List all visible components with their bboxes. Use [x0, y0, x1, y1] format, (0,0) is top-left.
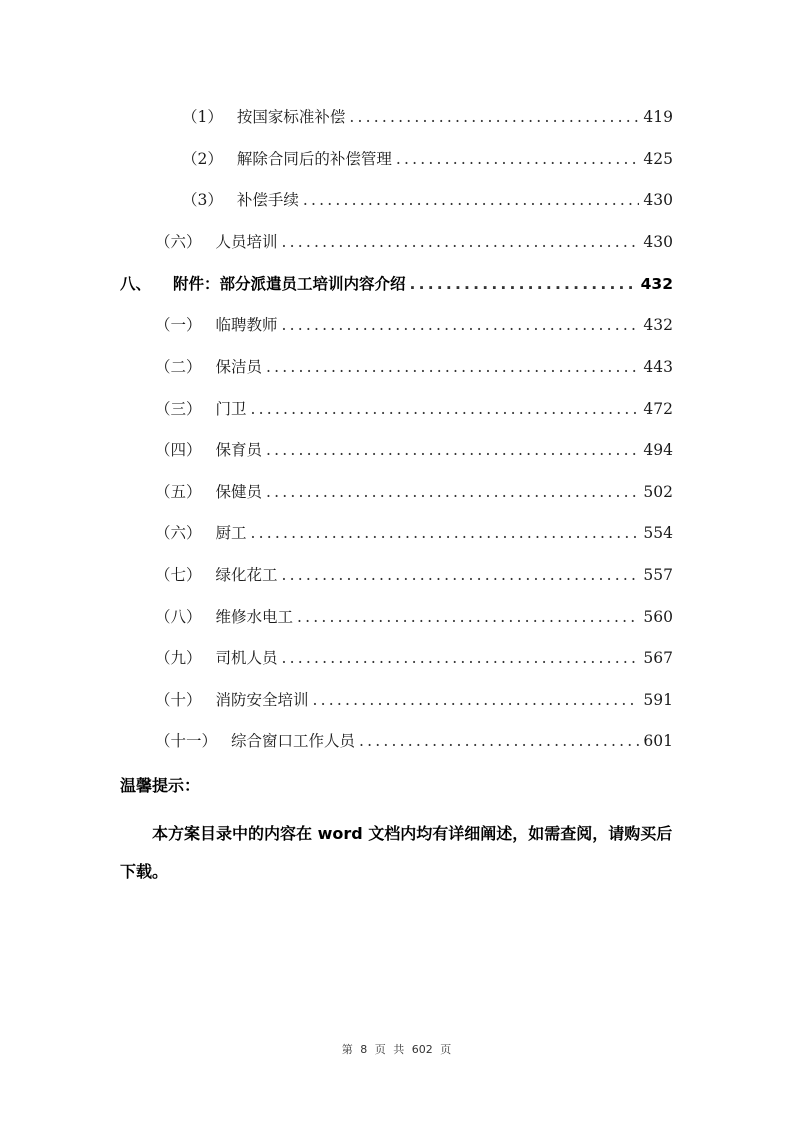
toc-entry-number: （三） [155, 400, 202, 418]
toc-entry-title: 维修水电工 [215, 608, 294, 626]
dot-leader [266, 481, 639, 503]
tip-body: 本方案目录中的内容在 word 文档内均有详细阐述，如需查阅，请购买后下载。 [120, 824, 673, 881]
toc-entry-page: 591 [643, 691, 673, 709]
toc-entry-title: 人员培训 [215, 233, 278, 251]
toc-entry[interactable] [155, 647, 673, 669]
dot-leader [313, 689, 640, 711]
toc-entry-number: （九） [155, 649, 202, 667]
toc-entry-page: 432 [643, 316, 673, 334]
toc-entry-page: 560 [643, 608, 673, 626]
toc-entry[interactable] [155, 481, 673, 503]
toc-entry-title: 解除合同后的补偿管理 [236, 150, 392, 168]
toc-entry-title: 消防安全培训 [215, 691, 309, 709]
toc-entry[interactable] [155, 398, 673, 420]
toc-entry-title: 门卫 [215, 400, 247, 418]
dot-leader [303, 189, 640, 211]
toc-entry[interactable] [155, 606, 673, 628]
toc-entry-title: 绿化花工 [215, 566, 278, 584]
toc-entry[interactable] [155, 439, 673, 461]
toc-entry-number: （2） [182, 150, 223, 168]
toc-entry-page: 430 [643, 191, 673, 209]
dot-leader [251, 398, 640, 420]
dot-leader [282, 647, 640, 669]
toc-entry-number: （五） [155, 483, 202, 501]
toc-entry[interactable] [182, 189, 673, 211]
toc-entry[interactable] [155, 564, 673, 586]
toc-entry-page: 419 [643, 108, 673, 126]
page-footer: 第 8 页 共 602 页 [341, 1043, 452, 1056]
toc-entry-title: 综合窗口工作人员 [231, 732, 356, 750]
toc-entry-title: 补偿手续 [236, 191, 299, 209]
dot-leader [410, 273, 637, 295]
toc-entry-number: （1） [182, 108, 223, 126]
toc-entry-page: 601 [643, 732, 673, 750]
toc-entry-number: （一） [155, 316, 202, 334]
toc-entry-page: 494 [643, 441, 673, 459]
toc-entry-title: 附件：部分派遣员工培训内容介绍 [173, 275, 406, 293]
toc-entry-page: 502 [643, 483, 673, 501]
dot-leader [359, 730, 639, 752]
dot-leader [266, 439, 639, 461]
toc-entry-page: 554 [643, 524, 673, 542]
toc-entry-page: 432 [640, 275, 673, 293]
tip-label: 温馨提示： [120, 776, 201, 795]
toc-entry-title: 厨工 [215, 524, 247, 542]
toc-entry[interactable] [155, 356, 673, 378]
toc-entry-page: 430 [643, 233, 673, 251]
toc-entry-title: 按国家标准补偿 [236, 108, 346, 126]
toc-entry-page: 557 [643, 566, 673, 584]
toc-entry[interactable] [182, 106, 673, 128]
dot-leader [282, 314, 640, 336]
toc-entry-number: （二） [155, 358, 202, 376]
toc-entry-number: （3） [182, 191, 223, 209]
toc-entry-number: （十一） [155, 732, 218, 750]
toc-entry-number: （七） [155, 566, 202, 584]
toc-entry[interactable] [182, 148, 673, 170]
toc-entry[interactable] [155, 231, 673, 253]
dot-leader [349, 106, 639, 128]
toc-entry-number: （八） [155, 608, 202, 626]
toc-entry[interactable] [155, 730, 673, 752]
toc-entry[interactable] [155, 522, 673, 544]
toc-entry[interactable] [155, 689, 673, 711]
toc-heading-entry[interactable] [120, 273, 673, 295]
toc-entry-page: 443 [643, 358, 673, 376]
dot-leader [282, 231, 640, 253]
toc-entry-number: （六） [155, 524, 202, 542]
toc-entry-number: （四） [155, 441, 202, 459]
toc-entry-page: 472 [643, 400, 673, 418]
toc-entry-title: 保育员 [215, 441, 263, 459]
toc-entry-page: 567 [643, 649, 673, 667]
dot-leader [251, 522, 640, 544]
dot-leader [396, 148, 640, 170]
toc-entry-page: 425 [643, 150, 673, 168]
toc-entry[interactable] [155, 314, 673, 336]
toc-entry-title: 保健员 [215, 483, 263, 501]
dot-leader [282, 564, 640, 586]
toc-entry-title: 保洁员 [215, 358, 263, 376]
toc-entry-title: 临聘教师 [215, 316, 278, 334]
toc-entry-number: 八、 [120, 275, 152, 293]
toc-entry-number: （六） [155, 233, 202, 251]
toc-entry-number: （十） [155, 691, 202, 709]
dot-leader [266, 356, 639, 378]
dot-leader [297, 606, 639, 628]
toc-entry-title: 司机人员 [215, 649, 278, 667]
